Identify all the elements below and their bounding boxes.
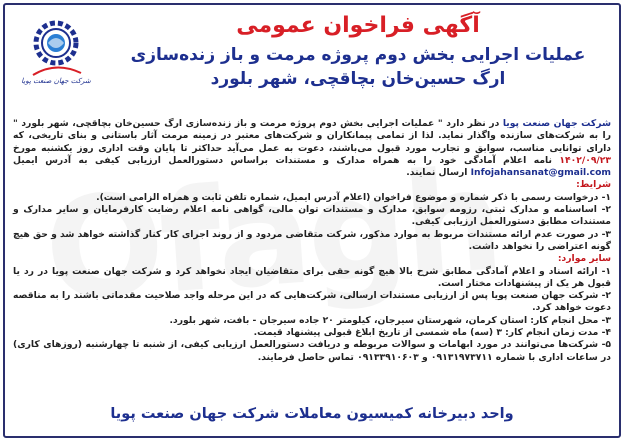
- intro-text-1: در نظر دارد " عملیات اجرایی بخش دوم پروژه مرمت و باز زنده‌سازی ارگ حسین‌خان بچاقچی، شهر بلورد " را به شرکت‌های سازنده واگذار نماید. لذا از تمامی پیمانکاران و شرکت‌های معتبر در زمینه مرمت آثار باستانی و بنای تاریخی، که دارای توانایی مناسب، سوابق و تجارب مورد قبول می‌باشند، دعوت به عمل می‌آید حداکثر تا پایان وقت اداری روز یکشنبه مورخ: [13, 118, 611, 154]
- deadline-date: ۱۴۰۲/۰۹/۲۳: [559, 154, 611, 166]
- condition-item: ۲- اساسنامه و مدارک ثبتی، رزومه سوابق، مدارک و مستندات توان مالی، گواهی نامه اعلام رضایت کارفرمایان و سایر مدارک و مستندات مطابق دستورالعمل ارزیابی کیفی.: [13, 204, 611, 228]
- project-subtitle-1: عملیات اجرایی بخش دوم پروژه مرمت و باز زنده‌سازی: [130, 45, 586, 65]
- notice-frame: [3, 3, 621, 438]
- project-subtitle-2: ارگ حسین‌خان بچاقچی، شهر بلورد: [210, 69, 506, 89]
- other-item: ۴- مدت زمان انجام کار: ۳ (سه) ماه شمسی از تاریخ ابلاغ قبولی پیشنهاد قیمت.: [253, 327, 611, 339]
- notice-body: [13, 118, 611, 364]
- condition-item: ۳- در صورت عدم ارائه مستندات مربوط به موارد مذکور، شرکت متقاضی مردود و از روند اجرای کار کنار گذاشته خواهد شد و حق هیچ گونه اعتراضی را نخواهد داشت.: [13, 228, 611, 252]
- contact-email: Infojahansanat@gmail.com: [470, 167, 611, 179]
- condition-item: ۱- درخواست رسمی با ذکر شماره و موضوع فراخوان (اعلام آدرس ایمیل، شماره تلفن ثابت و همراه الزامی است).: [96, 191, 611, 203]
- gear-icon: [36, 23, 76, 63]
- intro-text-3: ارسال نمایند.: [406, 167, 471, 179]
- notice-title: آگهی فراخوان عمومی: [236, 13, 480, 38]
- other-heading: سایر موارد:: [557, 253, 611, 265]
- intro-company: شرکت جهان صنعت پویا: [502, 118, 611, 129]
- footer-signature: واحد دبیرخانه کمیسیون معاملات شرکت جهان صنعت پویا: [110, 406, 514, 422]
- logo-swoosh: [33, 67, 81, 75]
- other-item: ۵- شرکت‌ها می‌توانند در مورد ابهامات و سوالات مربوطه و دریافت دستورالعمل ارزیابی کیفی، از شنبه تا چهارشنبه (روزهای کاری) در ساعات اداری با شماره ۰۹۱۳۱۹۷۳۷۱۱ و ۰۹۱۳۳۹۱۰۶۰۳ تماس حاصل فرمایند.: [13, 339, 611, 363]
- other-item: ۲- شرکت جهان صنعت پویا پس از ارزیابی مستندات ارسالی، شرکت‌هایی که در این مرحله واجد صلاحیت مقدماتی باشند را به مناقصه دعوت خواهد کرد.: [13, 290, 611, 314]
- conditions-heading: شرایط:: [576, 179, 611, 191]
- intro-text-2: نامه اعلام آمادگی خود را به همراه مدارک و مستندات براساس دستورالعمل ارزیابی کیفی به آدرس ایمیل: [13, 154, 560, 166]
- other-item: ۱- ارائه اسناد و اعلام آمادگی مطابق شرح بالا هیچ گونه حقی برای متقاضیان ایجاد نخواهد کرد و شرکت جهان صنعت پویا در رد یا قبول هر یک از پیشنهادات مختار است.: [13, 265, 611, 289]
- other-item: ۳- محل انجام کار: استان کرمان، شهرستان سیرجان، کیلومتر ۲۰ جاده سیرجان - بافت، شهر بلورد.: [169, 314, 611, 326]
- company-logo: [19, 17, 93, 87]
- logo-text: شرکت جهان صنعت پویا: [21, 77, 91, 85]
- intro-paragraph: [13, 118, 611, 179]
